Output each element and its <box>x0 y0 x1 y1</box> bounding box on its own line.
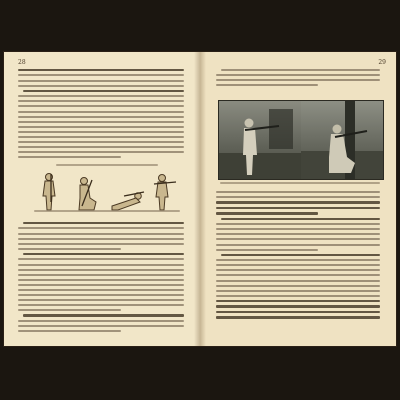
text-column-bottom <box>18 222 184 335</box>
kneeling-soldier-figure <box>72 172 102 212</box>
paragraph <box>216 191 380 215</box>
photo-caption <box>220 182 380 186</box>
text-column-top <box>216 69 380 89</box>
left-page <box>4 52 200 346</box>
text-column-bottom <box>216 191 380 322</box>
figure-captions <box>34 210 180 214</box>
photo-right-half <box>301 101 383 179</box>
prone-soldier-figure <box>110 172 146 212</box>
paragraph <box>18 90 184 159</box>
figure-title <box>34 164 180 168</box>
standing-soldier-figure <box>36 172 66 212</box>
photo-left-half <box>219 101 301 179</box>
standing-shooter-image <box>219 101 301 179</box>
kneeling-shooter-image <box>301 101 383 179</box>
paragraph <box>18 253 184 311</box>
paragraph <box>216 254 380 319</box>
aiming-soldier-figure <box>148 172 178 212</box>
paragraph <box>18 69 184 87</box>
page-number: 29 <box>378 59 386 66</box>
right-page <box>200 52 396 346</box>
paragraph <box>18 314 184 332</box>
photo-kneeling-and-standing-shooters <box>218 100 384 180</box>
book-gutter <box>194 52 206 346</box>
paragraph <box>18 222 184 250</box>
paragraph <box>216 69 380 86</box>
page-number: 28 <box>18 59 26 66</box>
paragraph <box>216 218 380 251</box>
text-column-top <box>18 69 184 161</box>
open-book <box>4 52 396 346</box>
figure-rifle-positions <box>34 164 180 214</box>
